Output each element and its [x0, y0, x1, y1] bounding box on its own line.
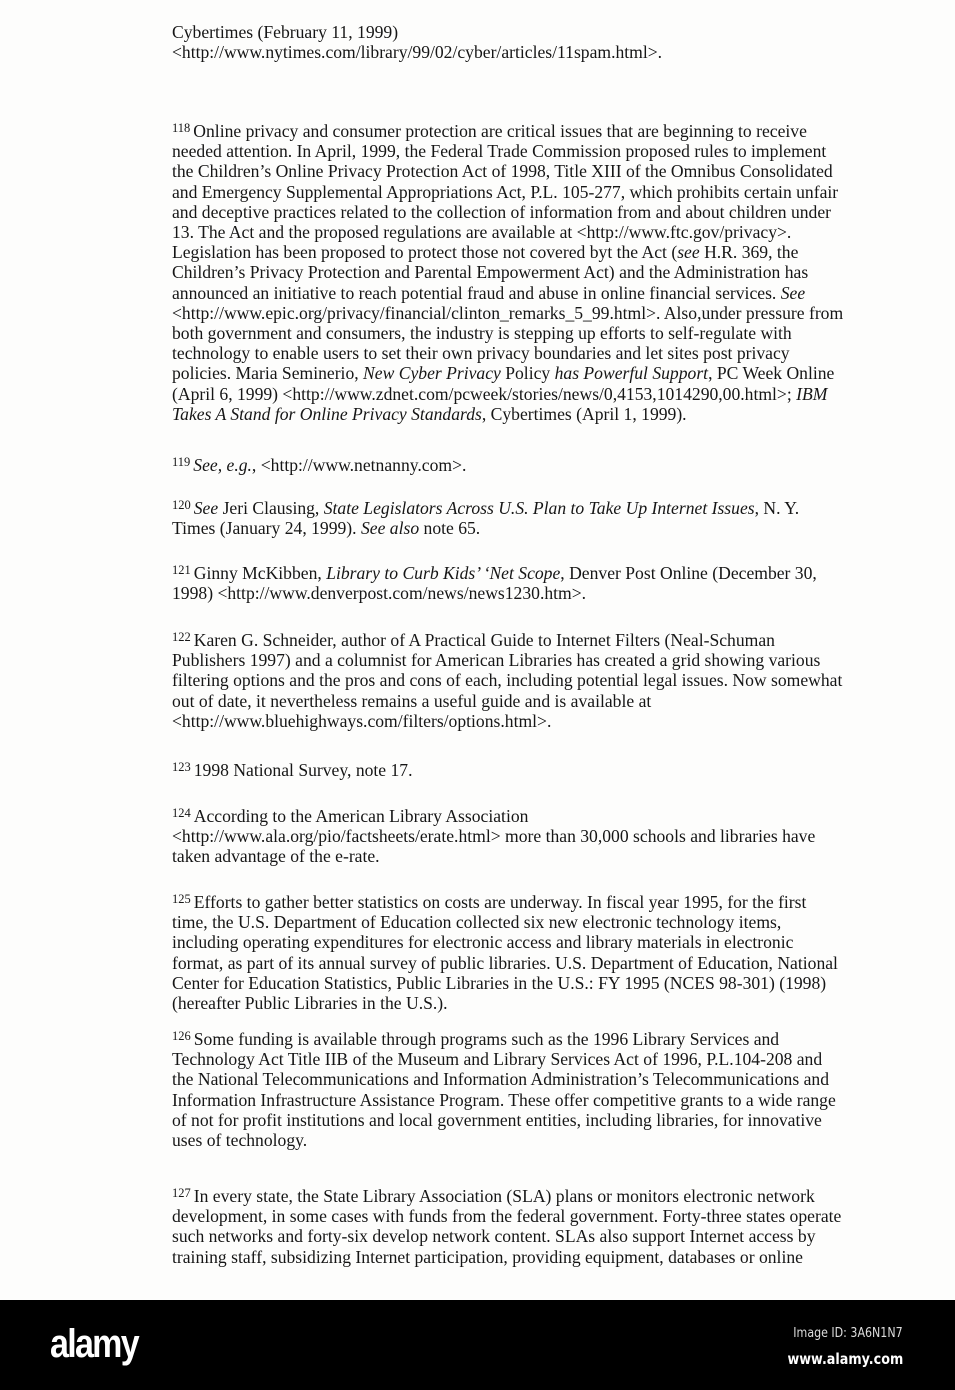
footnote-line: [172, 303, 843, 323]
text: 1998 National Survey, note 17.: [193, 760, 413, 780]
footnote-line: [172, 452, 466, 475]
footnote-line: [172, 1110, 836, 1130]
footnote-line: [172, 118, 843, 141]
footnote-line: [172, 973, 838, 993]
footnote-number: 121: [172, 563, 191, 577]
italic-text: has Powerful Support: [554, 363, 709, 384]
italic-text: New Cyber Privacy: [363, 363, 501, 384]
text: Karen G. Schneider, author of A Practical Guide to Internet Filters (Neal-Schuman: [193, 630, 775, 650]
footnote-number: 119: [172, 455, 191, 469]
footnote-119: [172, 452, 466, 475]
text: Times (January 24, 1999).: [172, 518, 361, 539]
footnote-number: 127: [172, 1186, 191, 1200]
text: Technology Act Title IIB of the Museum and Library Services Act of 1996, P.L.104-208 and: [172, 1049, 823, 1070]
footnote-number: 118: [172, 121, 191, 135]
footnote-127: [172, 1183, 841, 1267]
footnote-number: 124: [172, 806, 191, 820]
text: the Children’s Online Privacy Protection Act of 1998, Title XIII of the Omnibus Consolidated: [172, 161, 833, 182]
footnote-line: [172, 650, 842, 670]
text: , Cybertimes (April 1, 1999).: [481, 403, 687, 424]
text: needed attention. In April, 1999, the Federal Trade Commission proposed rules to implement: [172, 141, 827, 162]
footnote-124: [172, 803, 815, 867]
text: 13. The Act and the proposed regulations are available at <http://www.ftc.gov/privacy>.: [172, 222, 792, 243]
text: development, in some cases with funds from the federal government. Forty-three states operate: [172, 1206, 842, 1227]
footnote-line: [172, 711, 842, 731]
text: According to the American Library Association: [193, 806, 529, 826]
footnote-line: [172, 627, 842, 650]
text: Ginny McKibben,: [193, 563, 327, 583]
text: , PC Week Online: [708, 363, 835, 384]
footnote-line: [172, 993, 838, 1013]
footnote-122: [172, 627, 842, 731]
text: Policy: [500, 363, 555, 384]
footnote-line: [172, 1226, 841, 1246]
text: In every state, the State Library Association (SLA) plans or monitors electronic network: [193, 1186, 815, 1206]
text: Information Infrastructure Assistance Program. These offer competitive grants to a wide range: [172, 1089, 836, 1110]
text: both government and consumers, the industry is stepping up efforts to self-regulate with: [172, 323, 792, 344]
italic-text: Takes A Stand for Online Privacy Standards: [172, 403, 482, 424]
text: Some funding is available through programs such as the 1996 Library Services and: [193, 1029, 780, 1049]
italic-text: See, e.g.: [193, 455, 252, 475]
footnote-line: [172, 889, 838, 912]
text: and Emergency Supplemental Appropriations Act, P.L. 105-277, which prohibits certain unfair: [172, 181, 839, 202]
footnote-line: [172, 222, 843, 242]
alamy-logo: alamy: [50, 1322, 138, 1366]
footnote-line: [172, 363, 843, 383]
footnote-line: [172, 262, 843, 282]
footnote-line: [172, 1069, 836, 1089]
text: , Denver Post Online (December 30,: [560, 563, 817, 583]
text: Cybertimes (February 11, 1999): [172, 22, 399, 42]
footnote-number: 122: [172, 630, 191, 644]
footnote-line: [172, 384, 843, 404]
text: Efforts to gather better statistics on costs are underway. In fiscal year 1995, for the first: [193, 892, 807, 912]
footnote-line: [172, 161, 843, 181]
footnote-118: [172, 118, 843, 424]
image-id: Image ID: 3A6N1N7: [793, 1326, 903, 1341]
text: , <http://www.netnanny.com>.: [251, 455, 467, 475]
text: including operating expenditures for electronic access and library materials in electronic: [172, 932, 794, 953]
text: Jeri Clausing,: [218, 498, 324, 518]
text: uses of technology.: [172, 1130, 308, 1151]
footnote-line: [172, 518, 799, 538]
footnote-number: 125: [172, 892, 191, 906]
footnote-line: [172, 1049, 836, 1069]
text: , N. Y.: [754, 498, 800, 518]
footnote-line: [172, 826, 815, 846]
footnote-line: [172, 670, 842, 690]
footnote-line: [172, 42, 662, 62]
text: Legislation has been proposed to protect those not covered byt the Act (: [172, 242, 678, 263]
footnote-line: [172, 912, 838, 932]
text: format, as part of its annual survey of public libraries. U.S. Department of Education, National: [172, 952, 838, 973]
italic-text: State Legislators Across U.S. Plan to Take Up Internet Issues: [323, 498, 755, 518]
text: Publishers 1997) and a columnist for American Libraries has created a grid showing various: [172, 650, 821, 671]
footnote-number: 123: [172, 760, 191, 774]
text: of not for profit institutions and local government entities, including libraries, for innovative: [172, 1109, 822, 1130]
site-url: www.alamy.com: [787, 1350, 903, 1368]
footnote-line: [172, 691, 842, 711]
text: announced an initiative to reach potential fraud and abuse in online financial services.: [172, 282, 781, 303]
footnote-number: 126: [172, 1029, 191, 1043]
footnote-continuation: [172, 22, 662, 62]
footnote-line: [172, 953, 838, 973]
footnote-123: [172, 757, 413, 780]
text: time, the U.S. Department of Education collected six new electronic technology items,: [172, 912, 782, 933]
footnote-line: [172, 1183, 841, 1206]
footnote-line: [172, 1090, 836, 1110]
footnote-120: [172, 495, 799, 538]
footnote-125: [172, 889, 838, 1013]
text: (April 6, 1999) <http://www.zdnet.com/pcweek/stories/news/0,4153,1014290,00.html>;: [172, 383, 797, 404]
footnote-line: [172, 323, 843, 343]
footnote-line: [172, 1206, 841, 1226]
text: note 65.: [419, 518, 481, 539]
footnote-line: [172, 182, 843, 202]
footnote-line: [172, 932, 838, 952]
footnote-line: [172, 404, 843, 424]
text: Online privacy and consumer protection are critical issues that are beginning to receive: [193, 121, 807, 141]
italic-text: Library to Curb Kids’ ‘Net Scope: [326, 563, 561, 583]
text: (hereafter Public Libraries in the U.S.).: [172, 993, 448, 1014]
text: such networks and forty-six develop network content. SLAs also support Internet access by: [172, 1226, 816, 1247]
text: Children’s Privacy Protection and Parental Empowerment Act) and the Administration has: [172, 262, 809, 283]
text: <http://www.bluehighways.com/filters/options.html>.: [172, 710, 552, 731]
text: <http://www.nytimes.com/library/99/02/cyber/articles/11spam.html>.: [172, 42, 663, 63]
footnote-line: [172, 803, 815, 826]
text: H.R. 369, the: [699, 242, 799, 263]
footnote-line: [172, 22, 662, 42]
italic-text: IBM: [796, 383, 828, 404]
italic-text: See also: [360, 518, 420, 539]
text: training staff, subsidizing Internet participation, providing equipment, databases or online: [172, 1246, 803, 1267]
text: taken advantage of the e-rate.: [172, 846, 380, 867]
italic-text: See: [193, 498, 219, 518]
footnote-line: [172, 283, 843, 303]
text: 1998) <http://www.denverpost.com/news/news1230.htm>.: [172, 583, 587, 604]
text: and deceptive practices related to the collection of information from and about children under: [172, 201, 832, 222]
text: policies. Maria Seminerio,: [172, 363, 364, 384]
footnote-121: [172, 560, 817, 603]
text: Center for Education Statistics, Public Libraries in the U.S.: FY 1995 (NCES 98-301) (1998): [172, 972, 827, 993]
footnote-line: [172, 583, 817, 603]
footnote-line: [172, 1026, 836, 1049]
text: the National Telecommunications and Information Administration’s Telecommunications and: [172, 1069, 829, 1090]
footnote-line: [172, 495, 799, 518]
italic-text: see: [677, 242, 700, 263]
footnote-line: [172, 560, 817, 583]
footnote-line: [172, 141, 843, 161]
text: out of date, it nevertheless remains a useful guide and is available at: [172, 690, 652, 711]
footnote-number: 120: [172, 498, 191, 512]
footnote-126: [172, 1026, 836, 1150]
footnote-line: [172, 846, 815, 866]
footnote-line: [172, 242, 843, 262]
text: <http://www.epic.org/privacy/financial/clinton_remarks_5_99.html>. Also,under pressure from: [172, 302, 844, 323]
footnote-line: [172, 1247, 841, 1267]
footnote-line: [172, 343, 843, 363]
footnote-line: [172, 202, 843, 222]
footnote-line: [172, 757, 413, 780]
text: filtering options and the pros and cons of each, including potential legal issues. Now somewhat: [172, 670, 843, 691]
italic-text: See: [780, 282, 806, 303]
text: <http://www.ala.org/pio/factsheets/erate.html> more than 30,000 schools and libraries have: [172, 826, 816, 847]
footnote-line: [172, 1130, 836, 1150]
watermark-bar: [0, 1300, 955, 1390]
text: technology to enable users to set their own privacy boundaries and let sites post privacy: [172, 343, 790, 364]
